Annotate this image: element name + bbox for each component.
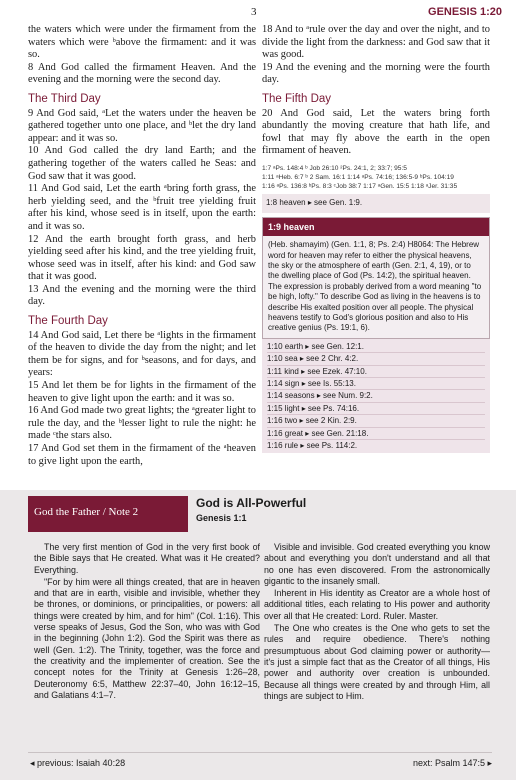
verse-text: 14 And God said, Let there be ᵃlights in the firmament of the heaven to divide the day from the night; and let them be for signs, and for ᵇseasons, and for days, and years: (28, 329, 256, 379)
page-header (0, 6, 516, 22)
xref-line: 1:7 ᵃPs. 148:4 ᵇ Job 26:10 ²Ps. 24:1, 2; 33:7; 95:5 (262, 164, 407, 172)
word-ref-item: 1:16 two ▸ see 2 Kin. 2:9. (267, 415, 485, 427)
previous-link[interactable]: ◂ previous: Isaiah 40:28 (30, 758, 126, 768)
verse-text: 17 And God set them in the firmament of the ᵃheaven to give light upon the earth, (28, 443, 256, 467)
word-ref-item: 1:14 seasons ▸ see Num. 9:2. (267, 390, 485, 402)
verse-text: 20 And God said, Let the waters bring forth abundantly the moving creature that hath life, and fowl that may fly above the earth in the open firmament of heaven. (262, 107, 490, 157)
verse-text: 11 And God said, Let the earth ᵃbring forth grass, the herb yielding seed, and the ᵇfruit tree yielding fruit after his kind, whose seed is in itself, upon the earth: and it was so. (28, 183, 256, 232)
concept-note (0, 490, 516, 780)
verse-text: the waters which were under the firmament from the waters which were ᵇabove the firmament: and it was so. (28, 24, 256, 61)
xref-line: 1:16 ᵃPs. 136:8 ᵇPs. 8:3 ᶜJob 38:7 1:17 ᵃGen. 15:5 1:18 ᵃJer. 31:35 (262, 182, 458, 190)
running-head: GENESIS 1:20 (428, 6, 502, 18)
note-paragraph: Inherent in His identity as Creator are a whole host of additional titles, each relating to His power and authority over all that He created: Lord. Ruler. Master. (264, 588, 490, 621)
xref-line: 1:11 ᵃHeb. 6:7 ᵇ 2 Sam. 16:1 1:14 ᵃPs. 74:16; 136:5-9 ᵇPs. 104:19 (262, 173, 454, 181)
verse-text: 12 And the earth brought forth grass, and herb yielding seed after his kind, and the tree yielding fruit, whose seed was in itself, after his kind: and God saw that it was good. (28, 233, 256, 283)
word-study-title: 1:9 heaven (263, 218, 489, 237)
word-ref: 1:8 heaven ▸ see Gen. 1:9. (262, 194, 490, 213)
note-right-column (264, 542, 490, 703)
note-left-column (34, 542, 260, 702)
note-paragraph: Visible and invisible. God created everything you know about and everything you don't understand and all that no one has even discovered. From the astronomically gigantic to the insanely small. (264, 542, 490, 586)
word-ref-list (262, 339, 490, 454)
page-number: 3 (251, 6, 257, 18)
cross-references (262, 164, 490, 191)
section-heading: The Fourth Day (28, 315, 108, 328)
word-ref-item: 1:10 earth ▸ see Gen. 12:1. (267, 341, 485, 353)
verse-text: 10 And God called the dry land Earth; and the gathering together of the waters called he Seas: and God saw that it was good. (28, 145, 256, 182)
note-paragraph: The very first mention of God in the very first book of the Bible says that He created. What was it He created? Everything. (34, 542, 260, 575)
word-ref-item: 1:14 sign ▸ see Is. 55:13. (267, 378, 485, 390)
note-reference: Genesis 1:1 (196, 513, 247, 523)
verse-text: 9 And God said, ᵃLet the waters under the heaven be gathered together unto one place, and ᵇlet the dry land appear: and it was so. (28, 107, 256, 144)
verse-text: 16 And God made two great lights; the ᵃgreater light to rule the day, and the ᵇlesser light to rule the night: he made ᶜthe stars also. (28, 405, 256, 442)
note-label: God the Father / Note 2 (28, 496, 188, 532)
section-heading: The Third Day (28, 92, 101, 105)
verse-text: 19 And the evening and the morning were the fourth day. (262, 61, 490, 86)
word-ref-item: 1:16 rule ▸ see Ps. 114:2. (267, 441, 358, 451)
note-paragraph: "For by him were all things created, that are in heaven and that are in earth, visible and invisible, whether they be thrones, or dominions, or principalities, or powers: all things were created by him, and for him" (Col. 1:16). This verse speaks of Jesus, God the Son, who was with God in the beginning (John 1:2). God the Spirit was there as well (Gen. 1:2). The Trinity, together, was the force and the creativity and the implementer of creation. See the concept notes for the Trinity at Genesis 1:26–28, Deuteronomy 6:5, Matthew 22:37–40, John 16:12–15, and Galatians 4:1–7. (34, 576, 260, 700)
word-ref-item: 1:15 light ▸ see Ps. 74:16. (267, 403, 485, 415)
verse-text: 15 And let them be for lights in the firmament of the heaven to give light upon the earth: and it was so. (28, 380, 256, 404)
section-heading: The Fifth Day (262, 92, 332, 105)
next-link[interactable]: next: Psalm 147:5 ▸ (412, 758, 492, 768)
word-ref-item: 1:16 great ▸ see Gen. 21:18. (267, 428, 485, 440)
verse-text: 13 And the evening and the morning were the third day. (28, 283, 256, 308)
verse-text: 8 And God called the firmament Heaven. And the evening and the morning were the second day. (28, 61, 256, 86)
word-ref-item: 1:10 sea ▸ see 2 Chr. 4:2. (267, 353, 485, 365)
note-header (28, 496, 488, 532)
word-study-box (262, 217, 490, 339)
note-title: God is All-Powerful (196, 496, 307, 510)
note-paragraph: The One who creates is the One who gets to set the rules and require obedience. There's nothing presumptuous about God claiming power or authority—it's just a simple fact that as the Creator of all things, His power and authority over creation is unbounded. Because all things were created by and through Him, all things are subject to Him. (264, 623, 490, 701)
word-study-body: (Heb. shamayim) (Gen. 1:1, 8; Ps. 2:4) H8064: The Hebrew word for heaven may refer to either the physical heavens, the sky or the atmosphere of earth (Gen. 2:1, 4, 19), or to the dwelling place of God (Ps. 14:2), the spiritual heaven. The expression is probably derived from a word meaning "to be high, lofty." To describe God as living in the heavens is to describe His exalted position over all people. The physical heavens testify to God's glorious position and also to His creative genius (Ps. 19:1, 6). (263, 236, 489, 338)
nav-divider (28, 752, 492, 753)
verse-text: 18 And to ᵃrule over the day and over the night, and to divide the light from the darkness: and God saw that it was good. (262, 24, 490, 61)
scripture-right-column (262, 24, 490, 453)
scripture-left-column (28, 24, 256, 468)
word-ref-item: 1:11 kind ▸ see Ezek. 47:10. (267, 366, 485, 378)
